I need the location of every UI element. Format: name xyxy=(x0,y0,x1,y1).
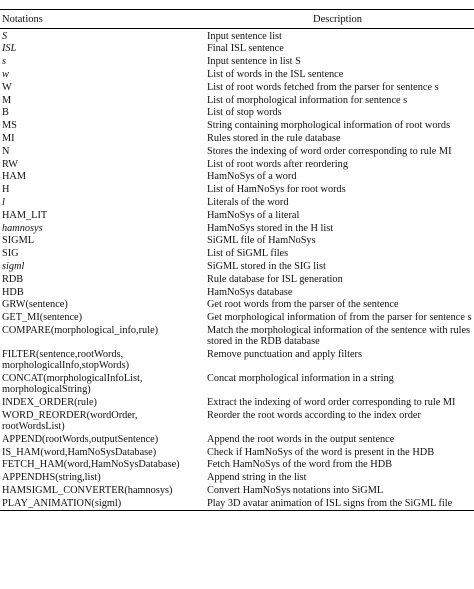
notation-cell: l xyxy=(2,196,5,208)
table-row xyxy=(0,183,474,196)
notation-cell: ISL xyxy=(2,43,17,55)
description-cell: HamNoSys stored in the H list xyxy=(207,222,334,234)
notation-cell: W xyxy=(2,81,12,93)
table-row xyxy=(0,471,474,484)
description-cell: Remove punctuation and apply filters xyxy=(207,348,362,360)
notation-cell: GET_MI(sentence) xyxy=(2,312,83,324)
notation-cell: H xyxy=(2,184,10,196)
table-row xyxy=(0,131,474,144)
header-description: Description xyxy=(201,10,474,29)
description-cell: Append string in the list xyxy=(207,472,307,484)
description-cell: Extract the indexing of word order corresponding to rule MI xyxy=(207,396,456,408)
table-row xyxy=(0,259,474,272)
table-row xyxy=(0,221,474,234)
notation-cell: RDB xyxy=(2,273,24,285)
notation-cell: HAMSIGML_CONVERTER(hamnosys) xyxy=(2,484,173,496)
notation-cell: APPEND(rootWords,outputSentence) xyxy=(2,433,159,445)
table-row xyxy=(0,496,474,510)
table-row xyxy=(0,445,474,458)
notation-cell: FETCH_HAM(word,HamNoSysDatabase) xyxy=(2,459,180,471)
table-row xyxy=(0,285,474,298)
notation-cell: GRW(sentence) xyxy=(2,299,68,311)
description-cell: Input sentence in list S xyxy=(207,56,301,68)
table-row xyxy=(0,195,474,208)
description-cell: Rule database for ISL generation xyxy=(207,273,343,285)
notation-cell: HAM_LIT xyxy=(2,209,48,221)
description-cell: Play 3D avatar animation of ISL signs from the SiGML file xyxy=(201,496,474,510)
table-row xyxy=(0,234,474,247)
cropped-caption xyxy=(0,0,474,6)
description-cell: SiGML stored in the SIG list xyxy=(207,260,326,272)
description-cell: String containing morphological information of root words xyxy=(207,120,451,132)
description-cell: Match the morphological information of the sentence with rules stored in the RDB database xyxy=(207,324,471,348)
description-cell: HamNoSys database xyxy=(207,286,293,298)
notation-cell: INDEX_ORDER(rule) xyxy=(2,396,97,408)
table-row xyxy=(0,170,474,183)
table-row xyxy=(0,395,474,408)
notation-cell: APPENDHS(string,list) xyxy=(2,472,101,484)
description-cell: Rules stored in the rule database xyxy=(207,132,341,144)
table-row xyxy=(0,298,474,311)
table-body xyxy=(0,29,474,511)
notation-cell: M xyxy=(2,94,12,106)
notations-table xyxy=(0,9,474,511)
table-row xyxy=(0,106,474,119)
table-row xyxy=(0,80,474,93)
notation-cell: RW xyxy=(2,158,19,170)
notation-cell: CONCAT(morphologicalInfoList, morphologicalString) xyxy=(2,372,143,396)
description-cell: Check if HamNoSys of the word is present in the HDB xyxy=(207,446,435,458)
description-cell: List of root words after reordering xyxy=(207,158,348,170)
table-header-row xyxy=(0,10,474,29)
table-row xyxy=(0,371,474,395)
notation-cell: COMPARE(morphological_info,rule) xyxy=(2,324,159,336)
notation-cell: SIG xyxy=(2,248,19,260)
table-row xyxy=(0,247,474,260)
notation-cell: WORD_REORDER(wordOrder, rootWordsList) xyxy=(2,409,138,432)
description-cell: Fetch HamNoSys of the word from the HDB xyxy=(207,459,393,471)
description-cell: List of SiGML files xyxy=(207,248,289,260)
table-row xyxy=(0,323,474,347)
notation-cell: MS xyxy=(2,120,17,132)
table-row xyxy=(0,347,474,371)
notation-cell: PLAY_ANIMATION(sigml) xyxy=(0,496,201,510)
description-cell: Reorder the root words according to the index order xyxy=(207,409,421,421)
notation-cell: FILTER(sentence,rootWords, morphologicalInfo,stopWords) xyxy=(2,348,130,372)
description-cell: List of stop words xyxy=(207,107,282,119)
table-row xyxy=(0,408,474,432)
table-row xyxy=(0,119,474,132)
description-cell: HamNoSys of a literal xyxy=(207,209,300,221)
description-cell: HamNoSys of a word xyxy=(207,171,297,183)
table-row xyxy=(0,55,474,68)
notation-cell: S xyxy=(2,30,8,42)
notation-cell: HDB xyxy=(2,286,24,298)
notation-cell: SIGML xyxy=(2,235,35,247)
notation-cell: B xyxy=(2,107,9,119)
description-cell: List of morphological information for sentence s xyxy=(207,94,408,106)
header-notations: Notations xyxy=(0,10,201,29)
table-row xyxy=(0,311,474,324)
table-row xyxy=(0,144,474,157)
table-row xyxy=(0,42,474,55)
table-row xyxy=(0,483,474,496)
table-row xyxy=(0,67,474,80)
description-cell: List of words in the ISL sentence xyxy=(207,68,344,80)
notation-cell: HAM xyxy=(2,171,27,183)
table-row xyxy=(0,432,474,445)
notation-cell: w xyxy=(2,68,9,80)
description-cell: Concat morphological information in a string xyxy=(207,372,394,384)
notation-cell: s xyxy=(2,56,7,68)
description-cell: Final ISL sentence xyxy=(207,43,284,55)
description-cell: SiGML file of HamNoSys xyxy=(207,235,316,247)
description-cell: List of root words fetched from the parser for sentence s xyxy=(207,81,439,93)
description-cell: Convert HamNoSys notations into SiGML xyxy=(207,484,384,496)
notation-cell: hamnosys xyxy=(2,222,43,234)
table-row xyxy=(0,93,474,106)
description-cell: Input sentence list xyxy=(207,30,282,42)
description-cell: Append the root words in the output sentence xyxy=(207,433,395,445)
description-cell: Get root words from the parser of the sentence xyxy=(207,299,399,311)
notation-cell: sigml xyxy=(2,260,25,272)
description-cell: Stores the indexing of word order corresponding to rule MI xyxy=(207,145,452,157)
table-row xyxy=(0,272,474,285)
notation-cell: MI xyxy=(2,132,15,144)
table-row xyxy=(0,157,474,170)
table-row xyxy=(0,29,474,42)
notation-cell: IS_HAM(word,HamNoSysDatabase) xyxy=(2,446,157,458)
description-cell: Get morphological information of from the parser for sentence s xyxy=(207,312,472,324)
table-row xyxy=(0,458,474,471)
description-cell: List of HamNoSys for root words xyxy=(207,184,346,196)
notation-cell: N xyxy=(2,145,10,157)
table-row xyxy=(0,208,474,221)
description-cell: Literals of the word xyxy=(207,196,289,208)
